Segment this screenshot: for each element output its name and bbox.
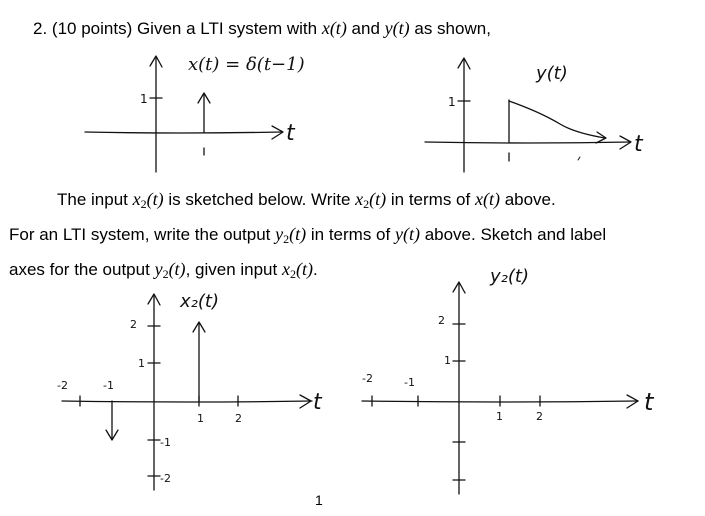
g4-axis-label: t [644, 388, 654, 416]
g4-tick-x-label-m2: -2 [362, 372, 373, 385]
line2-text-c: in terms of [390, 190, 471, 209]
g2-tick-y-label: 1 [448, 95, 456, 109]
line4-text-b: , given input [185, 260, 278, 279]
and-word: and [351, 19, 380, 38]
graph-y-of-t [425, 58, 644, 172]
graph-y2-of-t [362, 266, 655, 494]
g4-tick-y-label-1: 1 [444, 354, 451, 367]
g3-tick-x-label-m1: -1 [103, 379, 114, 392]
y2-of-t-2: $y_2(t)$ [154, 259, 186, 281]
page-number: 1 [315, 492, 323, 508]
g2-stray-mark [578, 157, 580, 160]
x2-of-t-3: $x_2(t)$ [281, 259, 313, 281]
g2-axis-label: t [634, 132, 643, 157]
graph-x-of-t [85, 54, 305, 172]
g3-label: x₂(t) [180, 291, 219, 312]
g2-decay-curve [509, 101, 605, 138]
g1-horizontal-axis [85, 132, 282, 133]
g3-tick-y-label-1: 1 [138, 357, 145, 370]
g2-label: y(t) [536, 63, 568, 84]
g3-tick-x-label-m2: -2 [57, 379, 68, 392]
line3-text-a: For an LTI system, write the output [9, 225, 271, 244]
problem-intro: (10 points) Given a LTI system with [51, 19, 318, 38]
y2-of-t: $y_2(t)$ [275, 224, 307, 246]
as-shown: as shown, [414, 19, 491, 38]
g4-tick-x-label-2: 2 [536, 410, 543, 423]
x-of-t-ref: x(t) [474, 189, 500, 209]
y-of-t-ref: y(t) [394, 224, 420, 244]
line2-text-a: The input [57, 190, 128, 209]
g1-tick-y-label: 1 [140, 92, 148, 106]
x2-of-t-2: $x_2(t)$ [355, 189, 387, 211]
g4-tick-x-label-m1: -1 [404, 376, 415, 389]
line4-text-c: . [312, 260, 318, 279]
g3-horizontal-axis [62, 401, 312, 402]
line3-text-c: above. Sketch and label [424, 225, 607, 244]
problem-number: 2. [33, 19, 48, 38]
g3-tick-y-label-m1: -1 [160, 436, 171, 449]
g3-tick-x-label-1: 1 [197, 412, 204, 425]
line3-text-b: in terms of [310, 225, 391, 244]
g2-horizontal-axis [425, 142, 630, 143]
line2-text-b: is sketched below. Write [168, 190, 351, 209]
g4-label: y₂(t) [490, 266, 529, 287]
line2-text-d: above. [504, 190, 556, 209]
g4-tick-x-label-1: 1 [496, 410, 503, 423]
line4-text-a: axes for the output [9, 260, 150, 279]
x2-of-t: $x_2(t)$ [132, 189, 164, 211]
g3-axis-label: t [313, 390, 322, 415]
g4-tick-y-label-2: 2 [438, 314, 445, 327]
y-of-t: y(t) [384, 18, 410, 38]
x-of-t: x(t) [321, 18, 347, 38]
g3-tick-x-label-2: 2 [235, 412, 242, 425]
g1-label: x(t) = δ(t−1) [188, 54, 305, 75]
g1-axis-label: t [286, 121, 295, 146]
g3-tick-y-label-2: 2 [130, 318, 137, 331]
g3-tick-y-label-m2: -2 [160, 472, 171, 485]
graph-x2-of-t [57, 291, 323, 490]
